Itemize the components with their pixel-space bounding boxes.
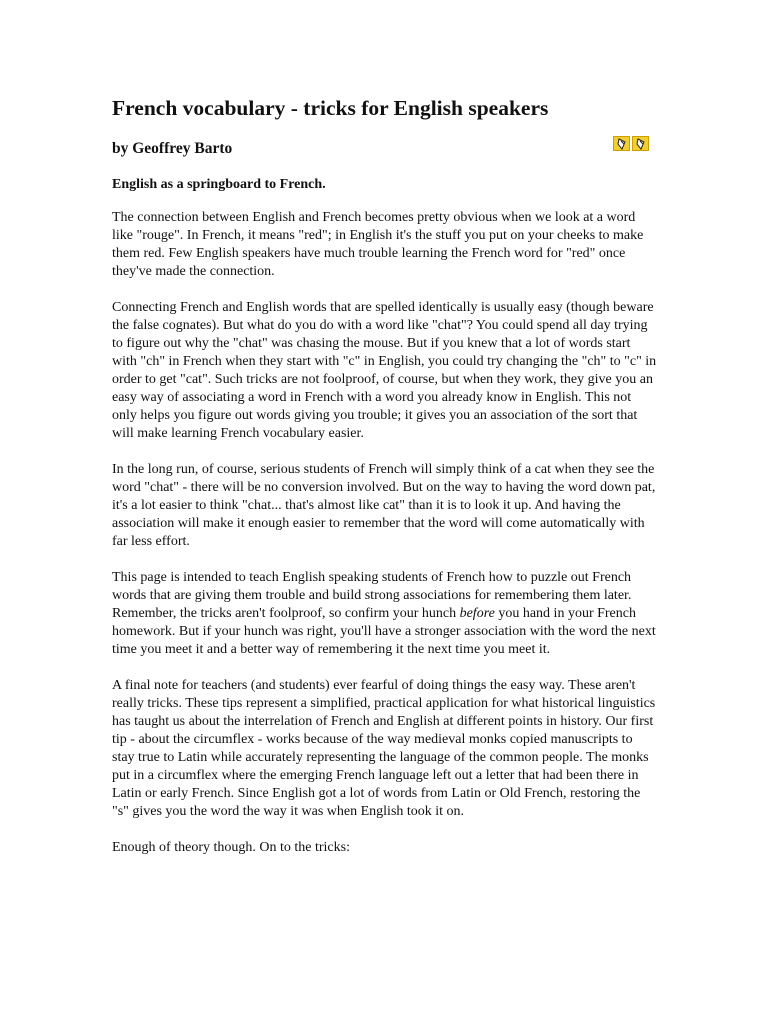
closing-line: Enough of theory though. On to the tricks: bbox=[112, 840, 350, 855]
paragraph-5: A final note for teachers (and students) ever fearful of doing things the easy way. These aren't really tricks. These tips represent a simplified, practical application for what historical linguistics has taught us about the interrelation of French and English at different points in history. Our first tip - about the circumflex - works because of the way medieval monks copied manuscripts to stay true to Latin while accurately representing the language of the common people. The monks put in a circumflex where the emerging French language left out a letter that had been there in Latin or early French. Since English got a lot of words from Latin or Old French, restoring the "s" gives you the word the way it was when English took it on. bbox=[112, 678, 656, 819]
document-page bbox=[112, 94, 657, 857]
paragraph-4-before: This page is intended to teach English speaking students of French how to puzzle out French words that are giving them trouble and build strong associations for remembering them later. Remember, the tricks aren't foolproof, so confirm your hunch bbox=[112, 570, 632, 621]
flag-icon[interactable] bbox=[613, 136, 630, 151]
paragraph-2: Connecting French and English words that are spelled identically is usually easy (though beware the false cognates). But what do you do with a word like "chat"? You could spend all day trying to figure out why the "chat" was chasing the mouse. But if you knew that a lot of words start with "ch" in French when they start with "c" in English, you could try changing the "ch" to "c" in order to get "cat". Such tricks are not foolproof, of course, but when they work, they give you an easy way of associating a word in French with a word you already know in English. This not only helps you figure out words giving you trouble; it gives you an association of the sort that will make learning French vocabulary easier. bbox=[112, 300, 657, 441]
flag-glyph-icon bbox=[616, 138, 628, 150]
paragraph-3: In the long run, of course, serious students of French will simply think of a cat when they see the word "chat" - there will be no conversion involved. But on the way to having the word down pat, it's a lot easier to think "chat... that's almost like cat" than it is to look it up. And having the association will make it enough easier to remember that the word will come automatically with far less effort. bbox=[112, 462, 656, 549]
paragraph-4 bbox=[112, 569, 657, 659]
flag-glyph-icon bbox=[635, 138, 647, 150]
page-title: French vocabulary - tricks for English speakers bbox=[112, 96, 549, 120]
language-flags bbox=[613, 136, 649, 151]
flag-icon[interactable] bbox=[632, 136, 649, 151]
byline-row bbox=[112, 136, 657, 162]
paragraph-4-emphasis: before bbox=[459, 606, 495, 621]
section-subheading: English as a springboard to French. bbox=[112, 177, 326, 192]
paragraph-4-after: you hand in your French homework. But if your hunch was right, you'll have a stronger association with the word the next time you meet it and a better way of remembering it the next time you meet it. bbox=[112, 606, 656, 657]
author-byline: by Geoffrey Barto bbox=[112, 140, 233, 157]
paragraph-1: The connection between English and French becomes pretty obvious when we look at a word like "rouge". In French, it means "red"; in English it's the stuff you put on your cheeks to make them red. Few English speakers have much trouble learning the French word for "red" once they've made the connection. bbox=[112, 210, 644, 279]
